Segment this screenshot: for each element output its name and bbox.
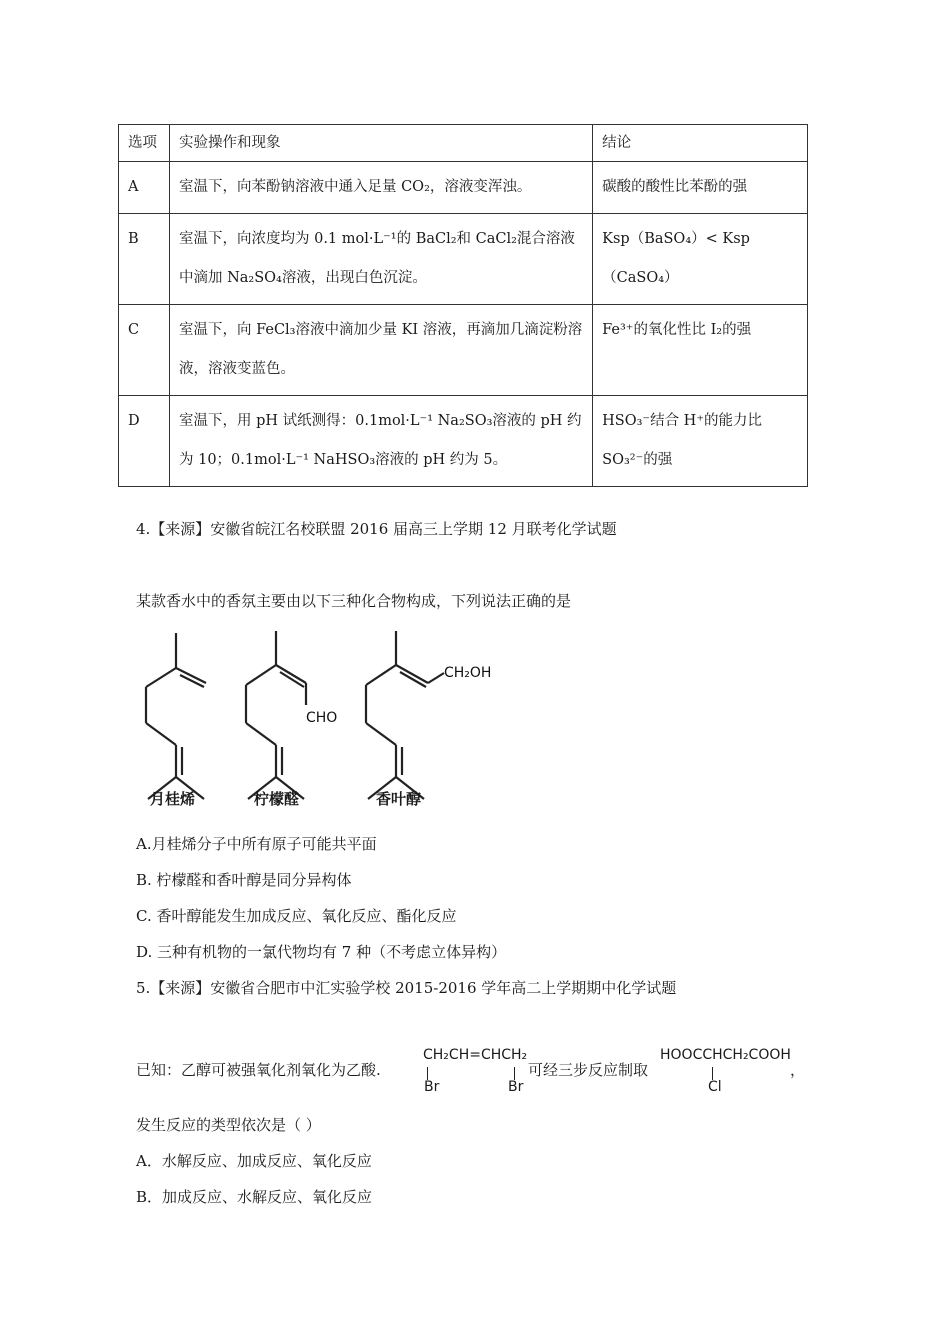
header-operation: 实验操作和现象: [169, 125, 592, 162]
q5-reactant-formula: CH₂CH=CHCH₂: [423, 1047, 528, 1063]
q5-stem-line2: 发生反应的类型依次是（ ）: [136, 1116, 321, 1134]
table-header-row: [119, 125, 808, 162]
row-operation: 室温下，向浓度均为 0.1 mol·L⁻¹的 BaCl₂和 CaCl₂混合溶液中滴加 Na₂SO₄溶液，出现白色沉淀。: [169, 214, 592, 305]
myrcene-name: 月桂烯: [150, 790, 196, 808]
q4-option-d: D. 三种有机物的一氯代物均有 7 种（不考虑立体异构）: [136, 943, 507, 961]
table-row: [119, 162, 808, 214]
q5-stem-middle: 可经三步反应制取: [528, 1061, 649, 1079]
row-operation: 室温下，用 pH 试纸测得：0.1mol·L⁻¹ Na₂SO₃溶液的 pH 约为 10；0.1mol·L⁻¹ NaHSO₃溶液的 pH 约为 5。: [169, 396, 592, 487]
row-conclusion: 碳酸的酸性比苯酚的强: [593, 162, 808, 214]
table-row: [119, 214, 808, 305]
q5-reactant-br-2: Br: [508, 1079, 524, 1095]
table-row: [119, 396, 808, 487]
q5-stem-prefix: 已知：乙醇可被强氧化剂氧化为乙酸.: [136, 1061, 381, 1079]
header-conclusion: 结论: [593, 125, 808, 162]
q5-option-a: A．水解反应、加成反应、氧化反应: [136, 1152, 372, 1170]
geraniol-structure: [366, 631, 444, 799]
geraniol-group-label: CH₂OH: [444, 665, 492, 681]
terpene-structures-figure: [130, 625, 520, 815]
citral-name: 柠檬醛: [254, 790, 300, 808]
row-option: B: [119, 214, 170, 305]
row-option: C: [119, 305, 170, 396]
q5-option-b: B．加成反应、水解反应、氧化反应: [136, 1188, 373, 1206]
table-row: [119, 305, 808, 396]
citral-group-label: CHO: [306, 710, 338, 726]
q4-option-c: C. 香叶醇能发生加成反应、氧化反应、酯化反应: [136, 907, 457, 925]
header-option: 选项: [119, 125, 170, 162]
q5-reactant-br-1: Br: [424, 1079, 440, 1095]
row-conclusion: Fe³⁺的氧化性比 I₂的强: [593, 305, 808, 396]
q4-stem: 某款香水中的香氛主要由以下三种化合物构成，下列说法正确的是: [136, 592, 572, 610]
experiment-table: [118, 124, 808, 487]
geraniol-name: 香叶醇: [376, 790, 422, 808]
row-option: D: [119, 396, 170, 487]
q4-source: 4.【来源】安徽省皖江名校联盟 2016 届高三上学期 12 月联考化学试题: [136, 520, 617, 538]
row-conclusion: HSO₃⁻结合 H⁺的能力比 SO₃²⁻的强: [593, 396, 808, 487]
row-conclusion: Ksp（BaSO₄）< Ksp（CaSO₄）: [593, 214, 808, 305]
q5-stem-suffix: ，: [790, 1061, 806, 1079]
q4-option-a: A.月桂烯分子中所有原子可能共平面: [136, 835, 377, 853]
q4-option-b: B. 柠檬醛和香叶醇是同分异构体: [136, 871, 352, 889]
myrcene-structure: [146, 633, 206, 799]
row-option: A: [119, 162, 170, 214]
row-operation: 室温下，向 FeCl₃溶液中滴加少量 KI 溶液，再滴加几滴淀粉溶液，溶液变蓝色。: [169, 305, 592, 396]
row-operation: 室温下，向苯酚钠溶液中通入足量 CO₂，溶液变浑浊。: [169, 162, 592, 214]
q5-product-formula: HOOCCHCH₂COOH: [660, 1047, 791, 1063]
q5-product-cl: Cl: [708, 1079, 722, 1095]
q5-source: 5.【来源】安徽省合肥市中汇实验学校 2015-2016 学年高二上学期期中化学试题: [136, 979, 677, 997]
citral-structure: [246, 631, 306, 799]
